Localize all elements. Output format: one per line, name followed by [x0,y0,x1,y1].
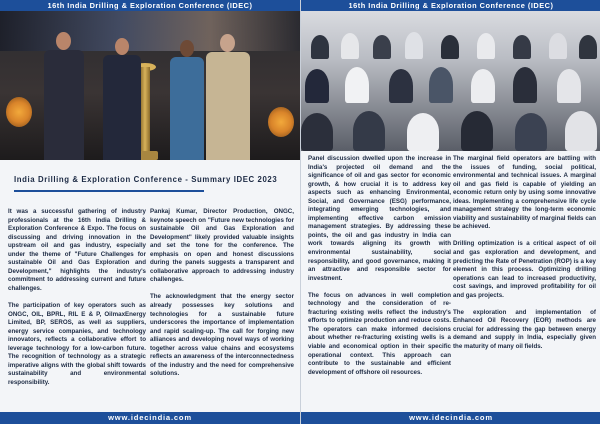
article-column-1 [8,208,146,396]
paragraph: The participation of key operators such as ONGC, OIL, BPRL, RIL E & P, OilmaxEnergy Limited, BP, SEROS, as well as suppliers, energy service companies, and technology innovators, reflects a collaborative effort to leverage technology for a low-carbon future. The recognition of technology as a strategic imperative aligns with the global shift towards sustainability and environmental responsibility. [8,301,146,386]
person-figure [170,40,204,160]
article-column-3 [308,155,451,386]
article-column-2 [150,208,294,387]
audience-photo [301,11,600,151]
ceremonial-lamp [140,67,150,160]
audience-row-front [301,103,600,151]
right-footer-url[interactable]: www.idecindia.com [301,412,600,424]
article-title: India Drilling & Exploration Conference - Summary IDEC 2023 [14,175,278,184]
left-header-band: 16th India Drilling & Exploration Conference (IDEC) [0,0,300,11]
audience-row-back [301,29,600,59]
left-footer-url[interactable]: www.idecindia.com [0,412,300,424]
paragraph: It was a successful gathering of industry professionals at the 16th India Drilling & Exploration Conference & Expo. The focus on discussing and driving innovation in the upstream oil and gas industry, especially under the theme of "Future Challenges for sustainable Oil and Gas Exploration and Development," highlights the industry's commitment to addressing current and future challenges. [8,208,146,292]
paragraph: The exploration and implementation of Enhanced Oil Recovery (EOR) methods are crucial for addressing the gap between energy demand and supply in India, especially given the maturity of many oil fields. [453,308,596,350]
person-figure [44,32,84,160]
audience-row-middle [301,63,600,103]
right-header-band: 16th India Drilling & Exploration Conference (IDEC) [301,0,600,11]
person-figure [206,34,250,160]
flower-decoration [268,107,294,137]
paragraph: Drilling optimization is a critical aspect of oil and gas exploration and development, and predicting the Rate of Penetration (ROP) is a key element in this process. Optimizing drilling operations can lead to increased productivity, cost savings, and improved profitability for oil and gas projects. [453,240,596,299]
paragraph: Panel discussion dwelled upon the increase in India's projected oil demand and the significance of oil and gas sector for economic growth, & how crucial it is to address key aspects such as enhancing Environmental, Social, and Governance (ESG) performance, integrating emerging technologies, and implementing effective carbon emission management strategies. By addressing these points, the oil and gas industry in India can work towards aligning its growth with environmental sustainability, social responsibility, and good governance, making it an attractive and responsible sector for investment. [308,155,451,282]
article-column-4 [453,155,596,360]
title-underline [14,190,204,192]
paragraph: The focus on advances in well completion technology and the consideration of re-fracturing existing wells reflect the industry's efforts to optimize production and reduce costs. The operators can make informed decisions about whether re-fracturing existing wells is a viable and economical option in their specific operational context. This approach can contribute to the sustainable and efficient development of offshore oil resources. [308,291,451,376]
paragraph: The marginal field operators are battling with the issues of funding, social political, environmental and technical issues. A marginal oil and gas field is capable of yielding an economic return only by using some innovative ideas. Implementing a comprehensive life cycle management strategy the long-term economic viability and sustainability of marginal fields can be achieved. [453,155,596,231]
right-page [300,0,600,424]
paragraph: Pankaj Kumar, Director Production, ONGC, keynote speech on "Future new technologies for sustainable Oil and Gas Exploration and Development" likely provided valuable insights and set the tone for the conference. The emphasis on open and honest discussions during the panels suggests a transparent and collaborative approach to addressing industry challenges. [150,208,294,284]
person-figure [103,38,141,160]
flower-decoration [6,97,32,127]
dignitaries-photo [0,11,300,160]
paragraph: The acknowledgment that the energy sector already possesses key solutions and technologies for a sustainable future underscores the importance of implementation and rapid scaling-up. The call for forging new alliances and developing novel ways of working together across value chains and ecosystems reflects an awareness of the interconnectedness of the industry and the need for comprehensive solutions. [150,293,294,378]
article-title-block [8,175,292,192]
